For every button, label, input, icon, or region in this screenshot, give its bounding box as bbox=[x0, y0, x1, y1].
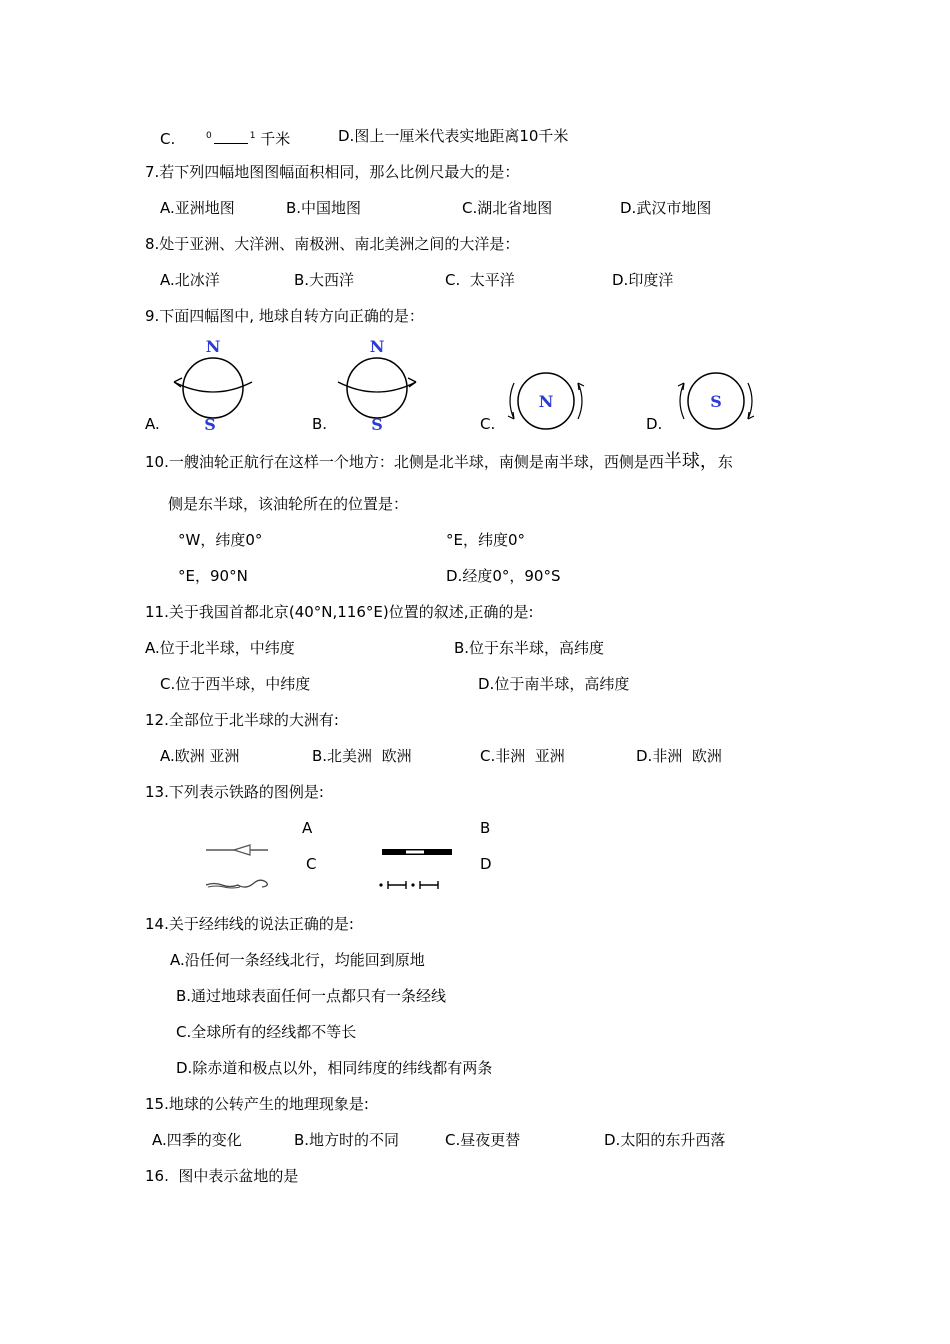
q9-stem: 9.下面四幅图中, 地球自转方向正确的是： bbox=[145, 307, 424, 325]
globe-c-drawing bbox=[504, 368, 588, 434]
q13-label-d: D bbox=[480, 855, 492, 873]
q13-symbol-b[interactable] bbox=[382, 844, 454, 862]
q9-globe-a[interactable] bbox=[168, 338, 258, 438]
q13-label-b: B bbox=[480, 819, 491, 837]
q7-option-c[interactable]: C.湖北省地图 bbox=[462, 199, 553, 217]
q6-scale-left: 0 bbox=[206, 131, 212, 141]
q14-option-c[interactable]: C.全球所有的经线都不等长 bbox=[176, 1023, 357, 1041]
globe-d-drawing bbox=[674, 368, 758, 434]
q15-option-d[interactable]: D.太阳的东升西落 bbox=[604, 1131, 726, 1149]
q13-label-a: A bbox=[302, 819, 313, 837]
q15-option-a[interactable]: A.四季的变化 bbox=[152, 1131, 242, 1149]
globe-a-drawing bbox=[168, 338, 258, 434]
q15-option-c[interactable]: C.昼夜更替 bbox=[445, 1131, 521, 1149]
q8-stem: 8.处于亚洲、大洋洲、南极洲、南北美洲之间的大洋是： bbox=[145, 235, 520, 253]
q14-option-b[interactable]: B.通过地球表面任何一点都只有一条经线 bbox=[176, 987, 447, 1005]
q13-symbol-c[interactable] bbox=[206, 876, 272, 898]
globe-d-pole-label: S bbox=[710, 392, 722, 411]
q13-stem: 13.下列表示铁路的图例是: bbox=[145, 783, 324, 801]
globe-b-drawing bbox=[332, 338, 422, 434]
q16-stem: 16. 图中表示盆地的是 bbox=[145, 1167, 299, 1185]
q9-label-b: B. bbox=[312, 415, 328, 433]
q10-stem-part1: 10.一艘油轮正航行在这样一个地方：北侧是北半球，南侧是南半球，西侧是西 bbox=[145, 453, 664, 471]
q6-option-c-label: C. bbox=[160, 130, 176, 148]
q8-option-d[interactable]: D.印度洋 bbox=[612, 271, 674, 289]
q9-label-d: D. bbox=[646, 415, 663, 433]
q10-stem-line2: 侧是东半球，该油轮所在的位置是： bbox=[168, 495, 409, 513]
q12-option-d[interactable]: D.非洲 欧洲 bbox=[636, 747, 722, 765]
q11-option-a[interactable]: A.位于北半球，中纬度 bbox=[145, 639, 295, 657]
q14-option-a[interactable]: A.沿任何一条经线北行，均能回到原地 bbox=[170, 951, 425, 969]
globe-a-south-label: S bbox=[204, 415, 216, 434]
q9-label-a: A. bbox=[145, 415, 160, 433]
globe-b-north-label: N bbox=[369, 337, 385, 356]
q7-stem: 7.若下列四幅地图图幅面积相同，那么比例尺最大的是： bbox=[145, 163, 520, 181]
q6-option-d[interactable]: D.图上一厘米代表实地距离10千米 bbox=[338, 127, 569, 145]
q11-stem: 11.关于我国首都北京(40°N,116°E)位置的叙述,正确的是: bbox=[145, 603, 534, 621]
boundary-icon bbox=[378, 878, 444, 892]
q7-option-d[interactable]: D.武汉市地图 bbox=[620, 199, 712, 217]
railway-icon bbox=[382, 846, 454, 858]
globe-c-pole-label: N bbox=[538, 392, 554, 411]
q6-scale-unit: 千米 bbox=[260, 130, 291, 148]
q10-option-c[interactable]: °E，90°N bbox=[178, 567, 248, 585]
q14-option-d[interactable]: D.除赤道和极点以外，相同纬度的纬线都有两条 bbox=[176, 1059, 493, 1077]
q10-option-d[interactable]: D.经度0°，90°S bbox=[446, 567, 561, 585]
q15-option-b[interactable]: B.地方时的不同 bbox=[294, 1131, 400, 1149]
q9-globe-b[interactable] bbox=[332, 338, 422, 438]
q13-symbol-d[interactable] bbox=[378, 878, 444, 896]
q13-symbol-a[interactable] bbox=[206, 842, 270, 862]
q7-option-b[interactable]: B.中国地图 bbox=[286, 199, 362, 217]
globe-b-south-label: S bbox=[371, 415, 383, 434]
q8-option-b[interactable]: B.大西洋 bbox=[294, 271, 355, 289]
arrow-line-icon bbox=[206, 842, 270, 858]
q8-option-a[interactable]: A.北冰洋 bbox=[160, 271, 220, 289]
q12-option-b[interactable]: B.北美洲 欧洲 bbox=[312, 747, 412, 765]
river-icon bbox=[206, 876, 272, 894]
globe-a-north-label: N bbox=[205, 337, 221, 356]
q10-stem-part3: 东 bbox=[717, 453, 733, 471]
q11-option-d[interactable]: D.位于南半球，高纬度 bbox=[478, 675, 630, 693]
q11-option-c[interactable]: C.位于西半球，中纬度 bbox=[160, 675, 311, 693]
q6-scale-right: 1 bbox=[249, 131, 256, 141]
q6-scale-bar bbox=[214, 133, 248, 144]
q7-option-a[interactable]: A.亚洲地图 bbox=[160, 199, 235, 217]
q12-stem: 12.全部位于北半球的大洲有: bbox=[145, 711, 339, 729]
q9-globe-c[interactable] bbox=[504, 368, 588, 438]
q11-option-b[interactable]: B.位于东半球，高纬度 bbox=[454, 639, 605, 657]
q6-option-c[interactable] bbox=[160, 126, 290, 149]
q10-option-b[interactable]: °E，纬度0° bbox=[446, 531, 526, 549]
q9-label-c: C. bbox=[480, 415, 496, 433]
q10-stem-part2: 半球， bbox=[663, 451, 718, 472]
q10-option-a[interactable]: °W，纬度0° bbox=[178, 531, 263, 549]
q12-option-c[interactable]: C.非洲 亚洲 bbox=[480, 747, 565, 765]
q9-globe-d[interactable] bbox=[674, 368, 758, 438]
q13-label-c: C bbox=[306, 855, 317, 873]
q14-stem: 14.关于经纬线的说法正确的是: bbox=[145, 915, 354, 933]
q8-option-c[interactable]: C. 太平洋 bbox=[445, 271, 515, 289]
q12-option-a[interactable]: A.欧洲 亚洲 bbox=[160, 747, 240, 765]
q10-stem-line1 bbox=[145, 452, 733, 472]
q15-stem: 15.地球的公转产生的地理现象是: bbox=[145, 1095, 369, 1113]
